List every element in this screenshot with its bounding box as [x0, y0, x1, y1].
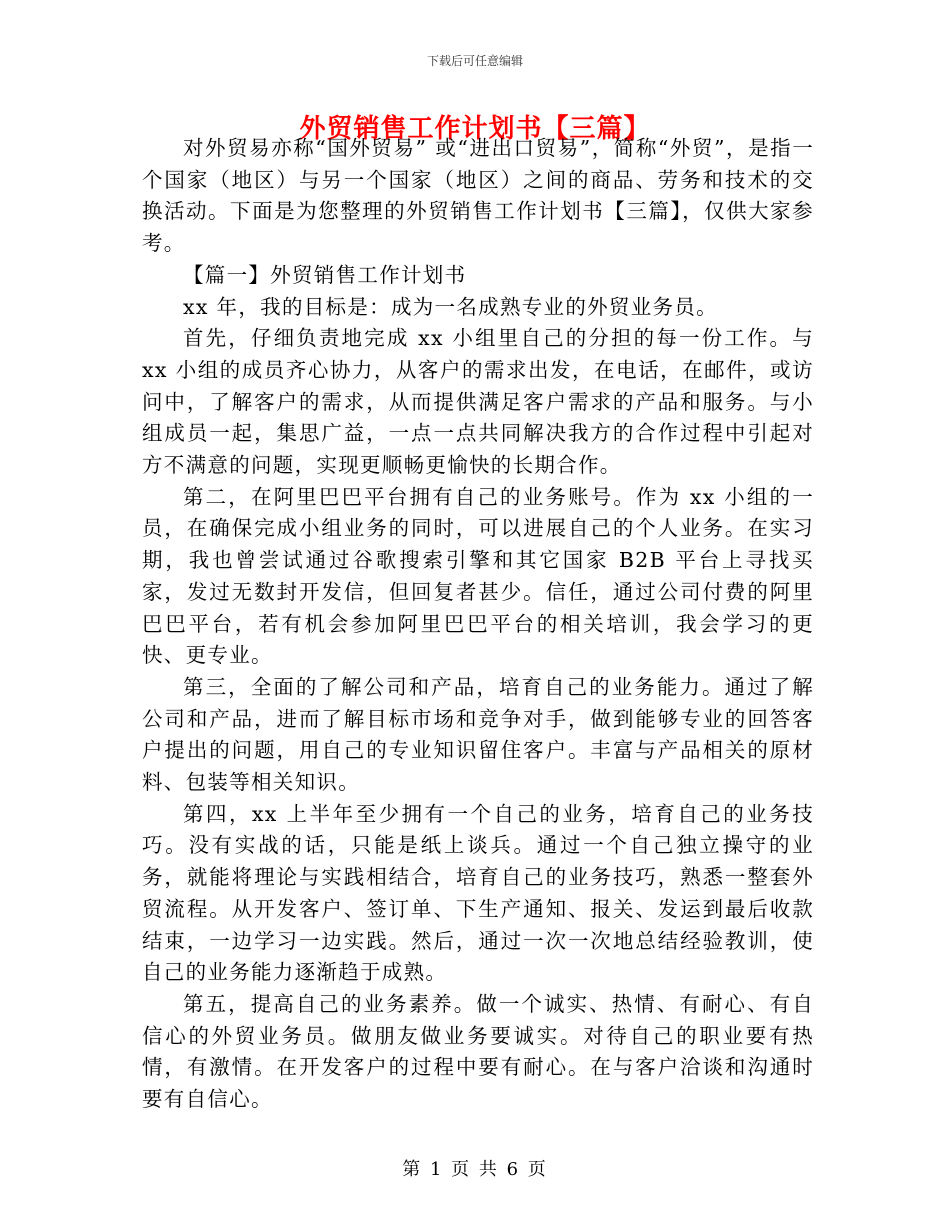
- intro-paragraph: 对外贸易亦称“国外贸易” 或“进出口贸易”，简称“外贸”，是指一个国家（地区）与另一个国家（地区）之间的商品、劳务和技术的交换活动。下面是为您整理的外贸销售工作计划书【三篇】，仅供大家参考。: [142, 136, 814, 256]
- second-point-paragraph: 第二，在阿里巴巴平台拥有自己的业务账号。作为 xx 小组的一员，在确保完成小组业务的同时，可以进展自己的个人业务。在实习期，我也曾尝试通过谷歌搜索引擎和其它国家 B2B 平台上寻找买家，发过无数封开发信，但回复者甚少。信任，通过公司付费的阿里巴巴平台，若有机会参加阿里巴巴平台的相关培训，我会学习的更快、更专业。: [142, 484, 814, 668]
- page-number: 第 1 页 共 6 页: [402, 1159, 548, 1180]
- third-point-paragraph: 第三，全面的了解公司和产品，培育自己的业务能力。通过了解公司和产品，进而了解目标市场和竞争对手，做到能够专业的回答客户提出的问题，用自己的专业知识留住客户。丰富与产品相关的原材料、包装等相关知识。: [142, 674, 814, 795]
- section-heading: 【篇一】外贸销售工作计划书: [183, 262, 467, 287]
- fourth-point-paragraph: 第四，xx 上半年至少拥有一个自己的业务，培育自己的业务技巧。没有实战的话，只能是纸上谈兵。通过一个自己独立操守的业务，就能将理论与实践相结合，培育自己的业务技巧，熟悉一整套外贸流程。从开发客户、签订单、下生产通知、报关、发运到最后收款结束，一边学习一边实践。然后，通过一次一次地总结经验教训，使自己的业务能力逐渐趋于成熟。: [142, 801, 814, 985]
- goal-paragraph: xx 年，我的目标是：成为一名成熟专业的外贸业务员。: [183, 294, 718, 319]
- document-body: [142, 133, 814, 1116]
- document-title: 外贸销售工作计划书【三篇】: [299, 114, 651, 144]
- page-header-note: 下载后可任意编辑: [426, 54, 523, 68]
- fifth-point-paragraph: 第五，提高自己的业务素养。做一个诚实、热情、有耐心、有自信心的外贸业务员。做朋友做业务要诚实。对待自己的职业要有热情，有激情。在开发客户的过程中要有耐心。在与客户洽谈和沟通时要有自信心。: [142, 991, 814, 1112]
- first-point-paragraph: 首先，仔细负责地完成 xx 小组里自己的分担的每一份工作。与 xx 小组的成员齐心协力，从客户的需求出发，在电话，在邮件，或访问中，了解客户的需求，从而提供满足客户需求的产品和服务。与小组成员一起，集思广益，一点一点共同解决我方的合作过程中引起对方不满意的问题，实现更顺畅更愉快的长期合作。: [142, 326, 814, 478]
